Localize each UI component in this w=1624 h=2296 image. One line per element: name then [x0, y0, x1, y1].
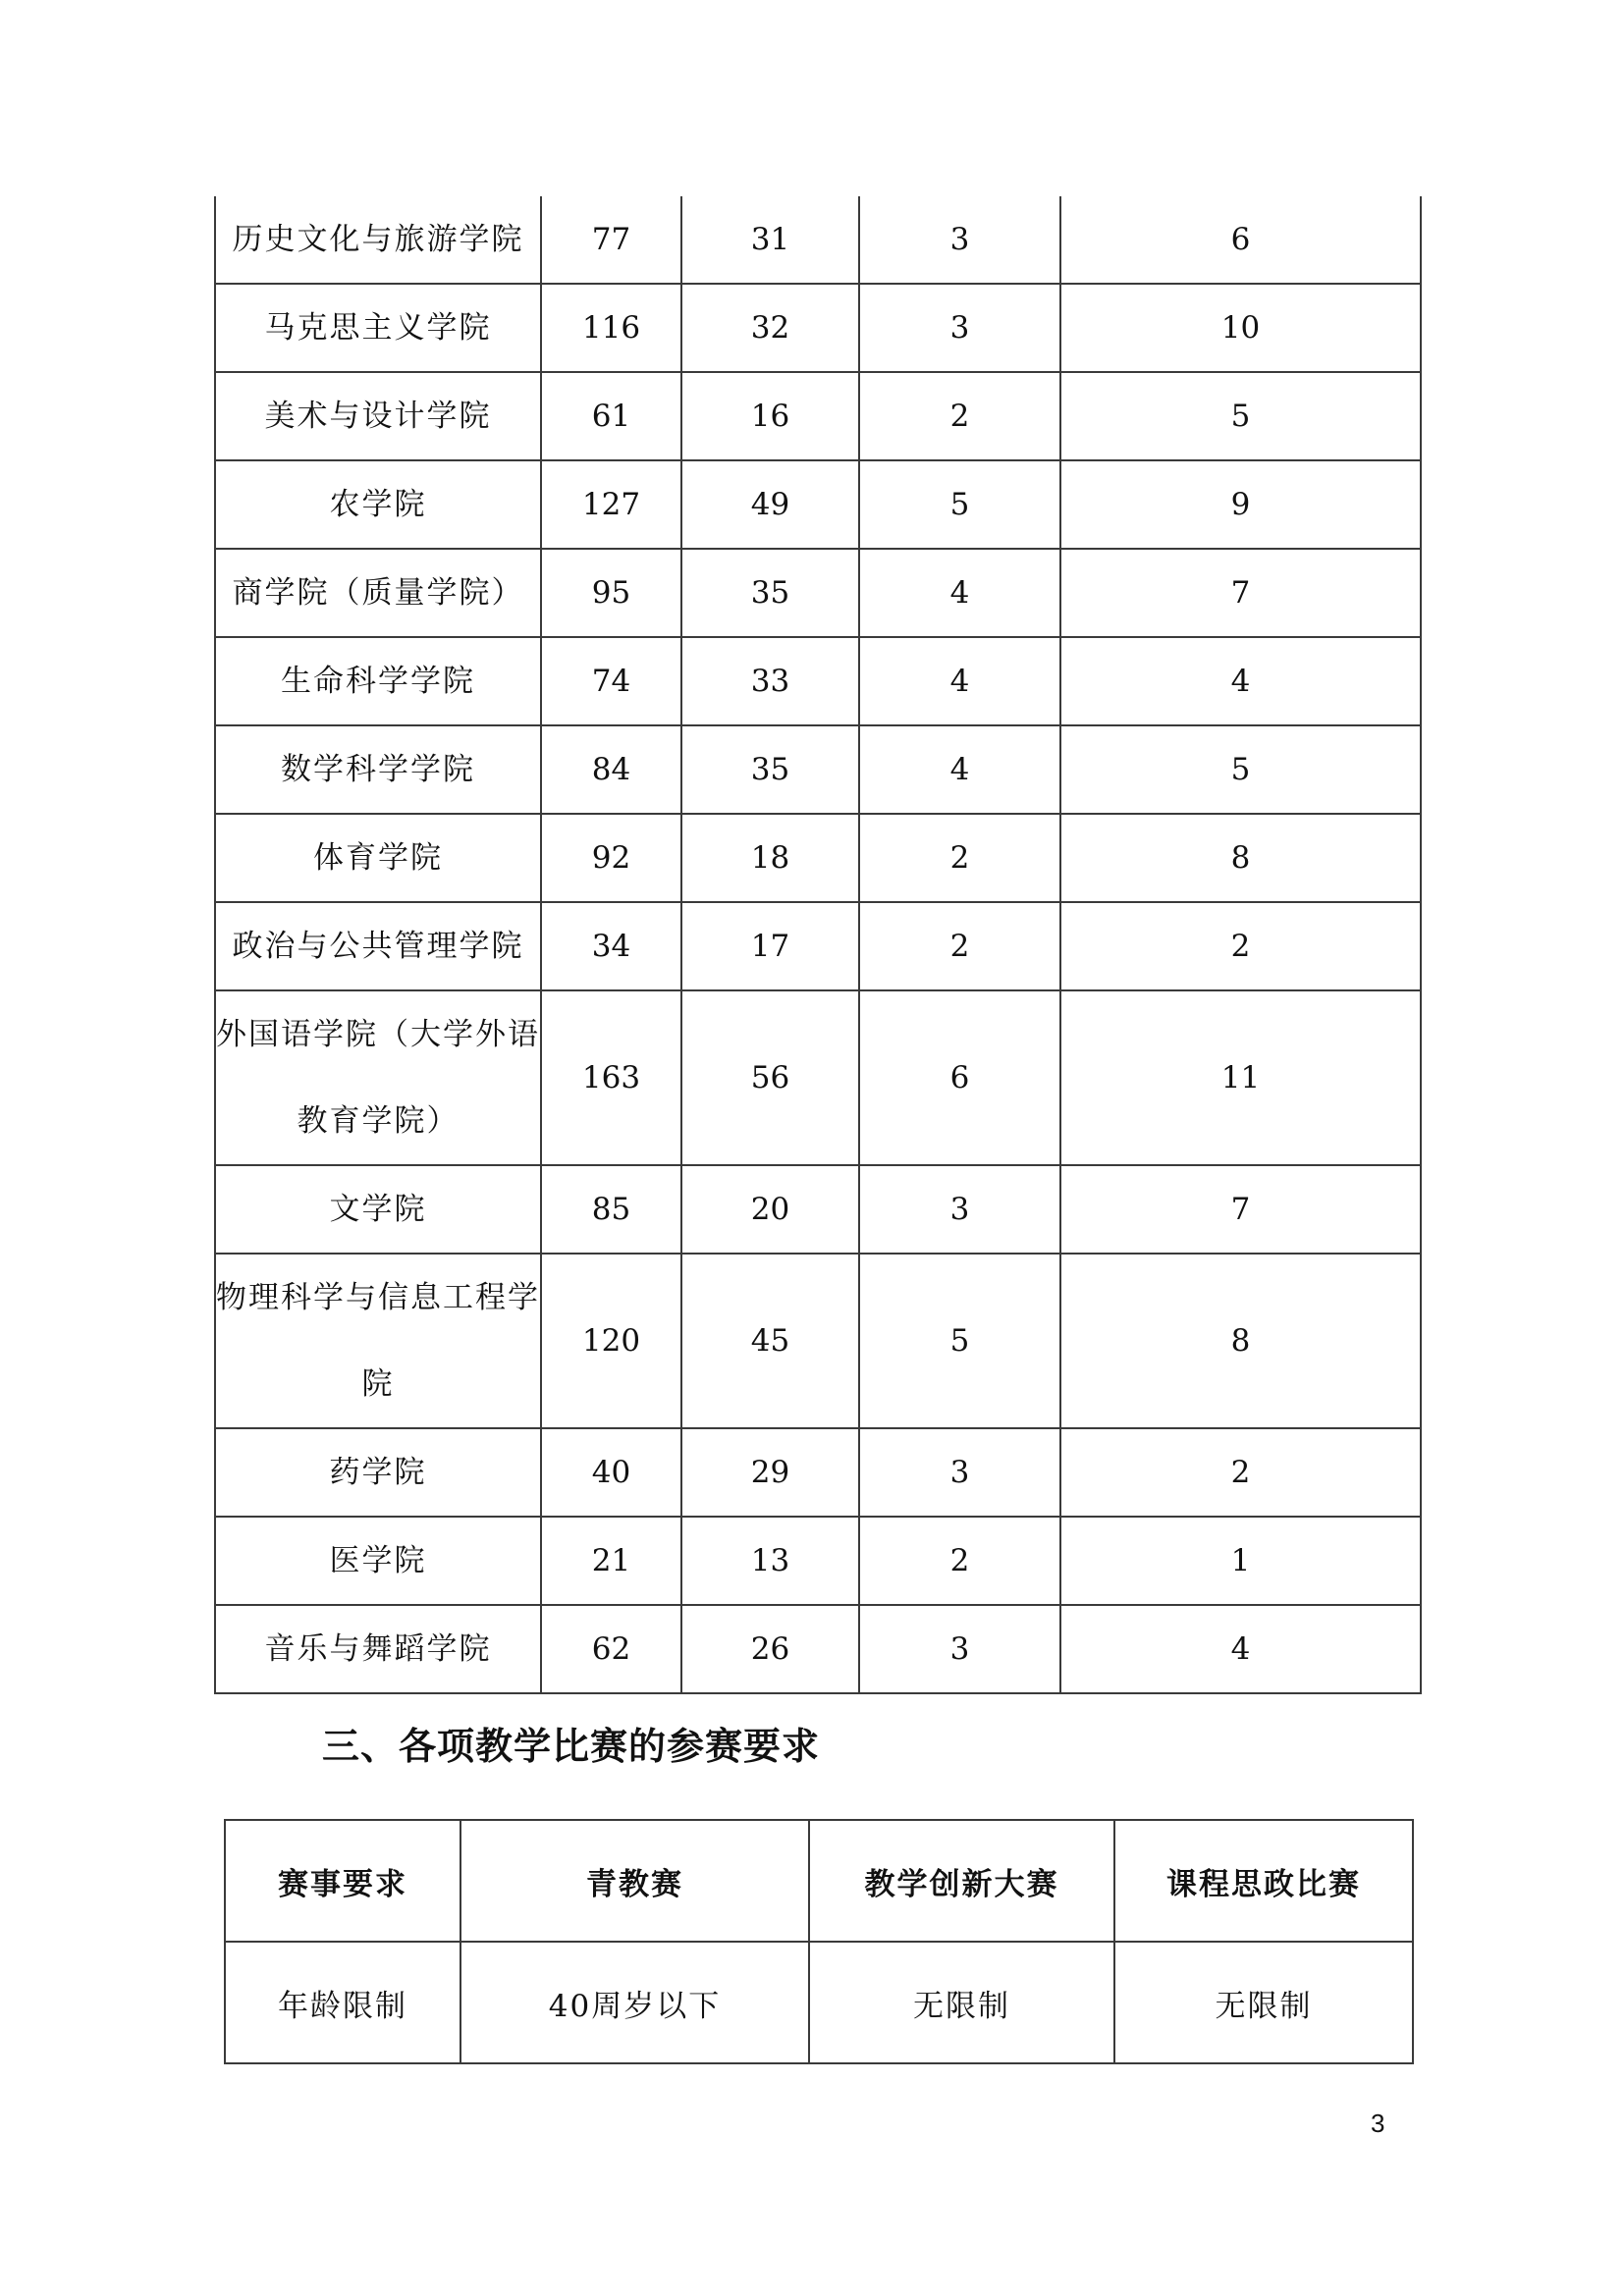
table-row — [215, 1165, 1421, 1254]
college-quota-table — [214, 196, 1422, 1694]
table-row — [215, 637, 1421, 725]
column-header: 课程思政比赛 — [1114, 1820, 1413, 1942]
table-cell: 74 — [541, 637, 681, 725]
table-cell: 26 — [681, 1605, 859, 1693]
table-row — [215, 1605, 1421, 1693]
table-cell: 5 — [1060, 725, 1421, 814]
college-name: 体育学院 — [215, 814, 541, 902]
table-row — [215, 1254, 1421, 1428]
table-cell: 34 — [541, 902, 681, 990]
college-name: 药学院 — [215, 1428, 541, 1517]
table-cell: 7 — [1060, 549, 1421, 637]
table-row — [215, 814, 1421, 902]
table-cell: 85 — [541, 1165, 681, 1254]
table-cell: 3 — [859, 284, 1060, 372]
table-cell: 2 — [1060, 1428, 1421, 1517]
table-cell: 127 — [541, 460, 681, 549]
table-cell: 35 — [681, 725, 859, 814]
table-cell: 年龄限制 — [225, 1942, 460, 2063]
table-cell: 62 — [541, 1605, 681, 1693]
table-cell: 3 — [859, 1605, 1060, 1693]
table-cell: 40周岁以下 — [460, 1942, 809, 2063]
table-cell: 20 — [681, 1165, 859, 1254]
table-cell: 5 — [859, 1254, 1060, 1428]
table-cell: 16 — [681, 372, 859, 460]
table-cell: 7 — [1060, 1165, 1421, 1254]
page-number: 3 — [1371, 2109, 1385, 2138]
table-cell: 92 — [541, 814, 681, 902]
table-row — [215, 460, 1421, 549]
table-cell: 40 — [541, 1428, 681, 1517]
table-cell: 61 — [541, 372, 681, 460]
requirements-table — [224, 1819, 1414, 2064]
table-cell: 1 — [1060, 1517, 1421, 1605]
column-header: 青教赛 — [460, 1820, 809, 1942]
table-cell: 4 — [859, 637, 1060, 725]
table-cell: 120 — [541, 1254, 681, 1428]
table-cell: 6 — [1060, 196, 1421, 284]
table-row — [215, 725, 1421, 814]
section-heading: 三、各项教学比赛的参赛要求 — [322, 1725, 821, 1768]
table-cell: 56 — [681, 990, 859, 1165]
table-row — [215, 1517, 1421, 1605]
table-row — [215, 549, 1421, 637]
college-name: 历史文化与旅游学院 — [215, 196, 541, 284]
table-cell: 2 — [859, 814, 1060, 902]
table-cell: 77 — [541, 196, 681, 284]
college-name: 文学院 — [215, 1165, 541, 1254]
table-cell: 2 — [1060, 902, 1421, 990]
table-cell: 4 — [859, 725, 1060, 814]
table-row — [215, 196, 1421, 284]
college-name: 数学科学学院 — [215, 725, 541, 814]
table-cell: 3 — [859, 196, 1060, 284]
table-cell: 95 — [541, 549, 681, 637]
college-name: 外国语学院（大学外语教育学院） — [215, 990, 541, 1165]
table-cell: 4 — [1060, 637, 1421, 725]
table-cell: 11 — [1060, 990, 1421, 1165]
table-cell: 13 — [681, 1517, 859, 1605]
table-cell: 2 — [859, 902, 1060, 990]
table-cell: 35 — [681, 549, 859, 637]
table-row — [215, 990, 1421, 1165]
table-cell: 32 — [681, 284, 859, 372]
table-cell: 45 — [681, 1254, 859, 1428]
table-cell: 21 — [541, 1517, 681, 1605]
table-cell: 9 — [1060, 460, 1421, 549]
table-cell: 10 — [1060, 284, 1421, 372]
college-name: 生命科学学院 — [215, 637, 541, 725]
college-name: 美术与设计学院 — [215, 372, 541, 460]
college-name: 农学院 — [215, 460, 541, 549]
table-row — [225, 1942, 1413, 2063]
table-cell: 4 — [1060, 1605, 1421, 1693]
table-cell: 5 — [859, 460, 1060, 549]
college-name: 音乐与舞蹈学院 — [215, 1605, 541, 1693]
table-cell: 116 — [541, 284, 681, 372]
table-cell: 163 — [541, 990, 681, 1165]
table-cell: 8 — [1060, 814, 1421, 902]
table-cell: 29 — [681, 1428, 859, 1517]
table-cell: 无限制 — [1114, 1942, 1413, 2063]
table-cell: 31 — [681, 196, 859, 284]
table-cell: 无限制 — [809, 1942, 1114, 2063]
college-name: 马克思主义学院 — [215, 284, 541, 372]
table-cell: 33 — [681, 637, 859, 725]
table-row — [215, 1428, 1421, 1517]
table-cell: 2 — [859, 1517, 1060, 1605]
column-header: 教学创新大赛 — [809, 1820, 1114, 1942]
table-cell: 49 — [681, 460, 859, 549]
table-cell: 18 — [681, 814, 859, 902]
table-cell: 3 — [859, 1165, 1060, 1254]
college-name: 物理科学与信息工程学院 — [215, 1254, 541, 1428]
college-name: 商学院（质量学院） — [215, 549, 541, 637]
college-name: 政治与公共管理学院 — [215, 902, 541, 990]
table-cell: 84 — [541, 725, 681, 814]
table-cell: 3 — [859, 1428, 1060, 1517]
table-cell: 4 — [859, 549, 1060, 637]
table-header-row — [225, 1820, 1413, 1942]
table-cell: 5 — [1060, 372, 1421, 460]
table-cell: 17 — [681, 902, 859, 990]
table-cell: 6 — [859, 990, 1060, 1165]
table-cell: 8 — [1060, 1254, 1421, 1428]
table-row — [215, 284, 1421, 372]
table-row — [215, 902, 1421, 990]
column-header: 赛事要求 — [225, 1820, 460, 1942]
table-cell: 2 — [859, 372, 1060, 460]
college-name: 医学院 — [215, 1517, 541, 1605]
table-row — [215, 372, 1421, 460]
